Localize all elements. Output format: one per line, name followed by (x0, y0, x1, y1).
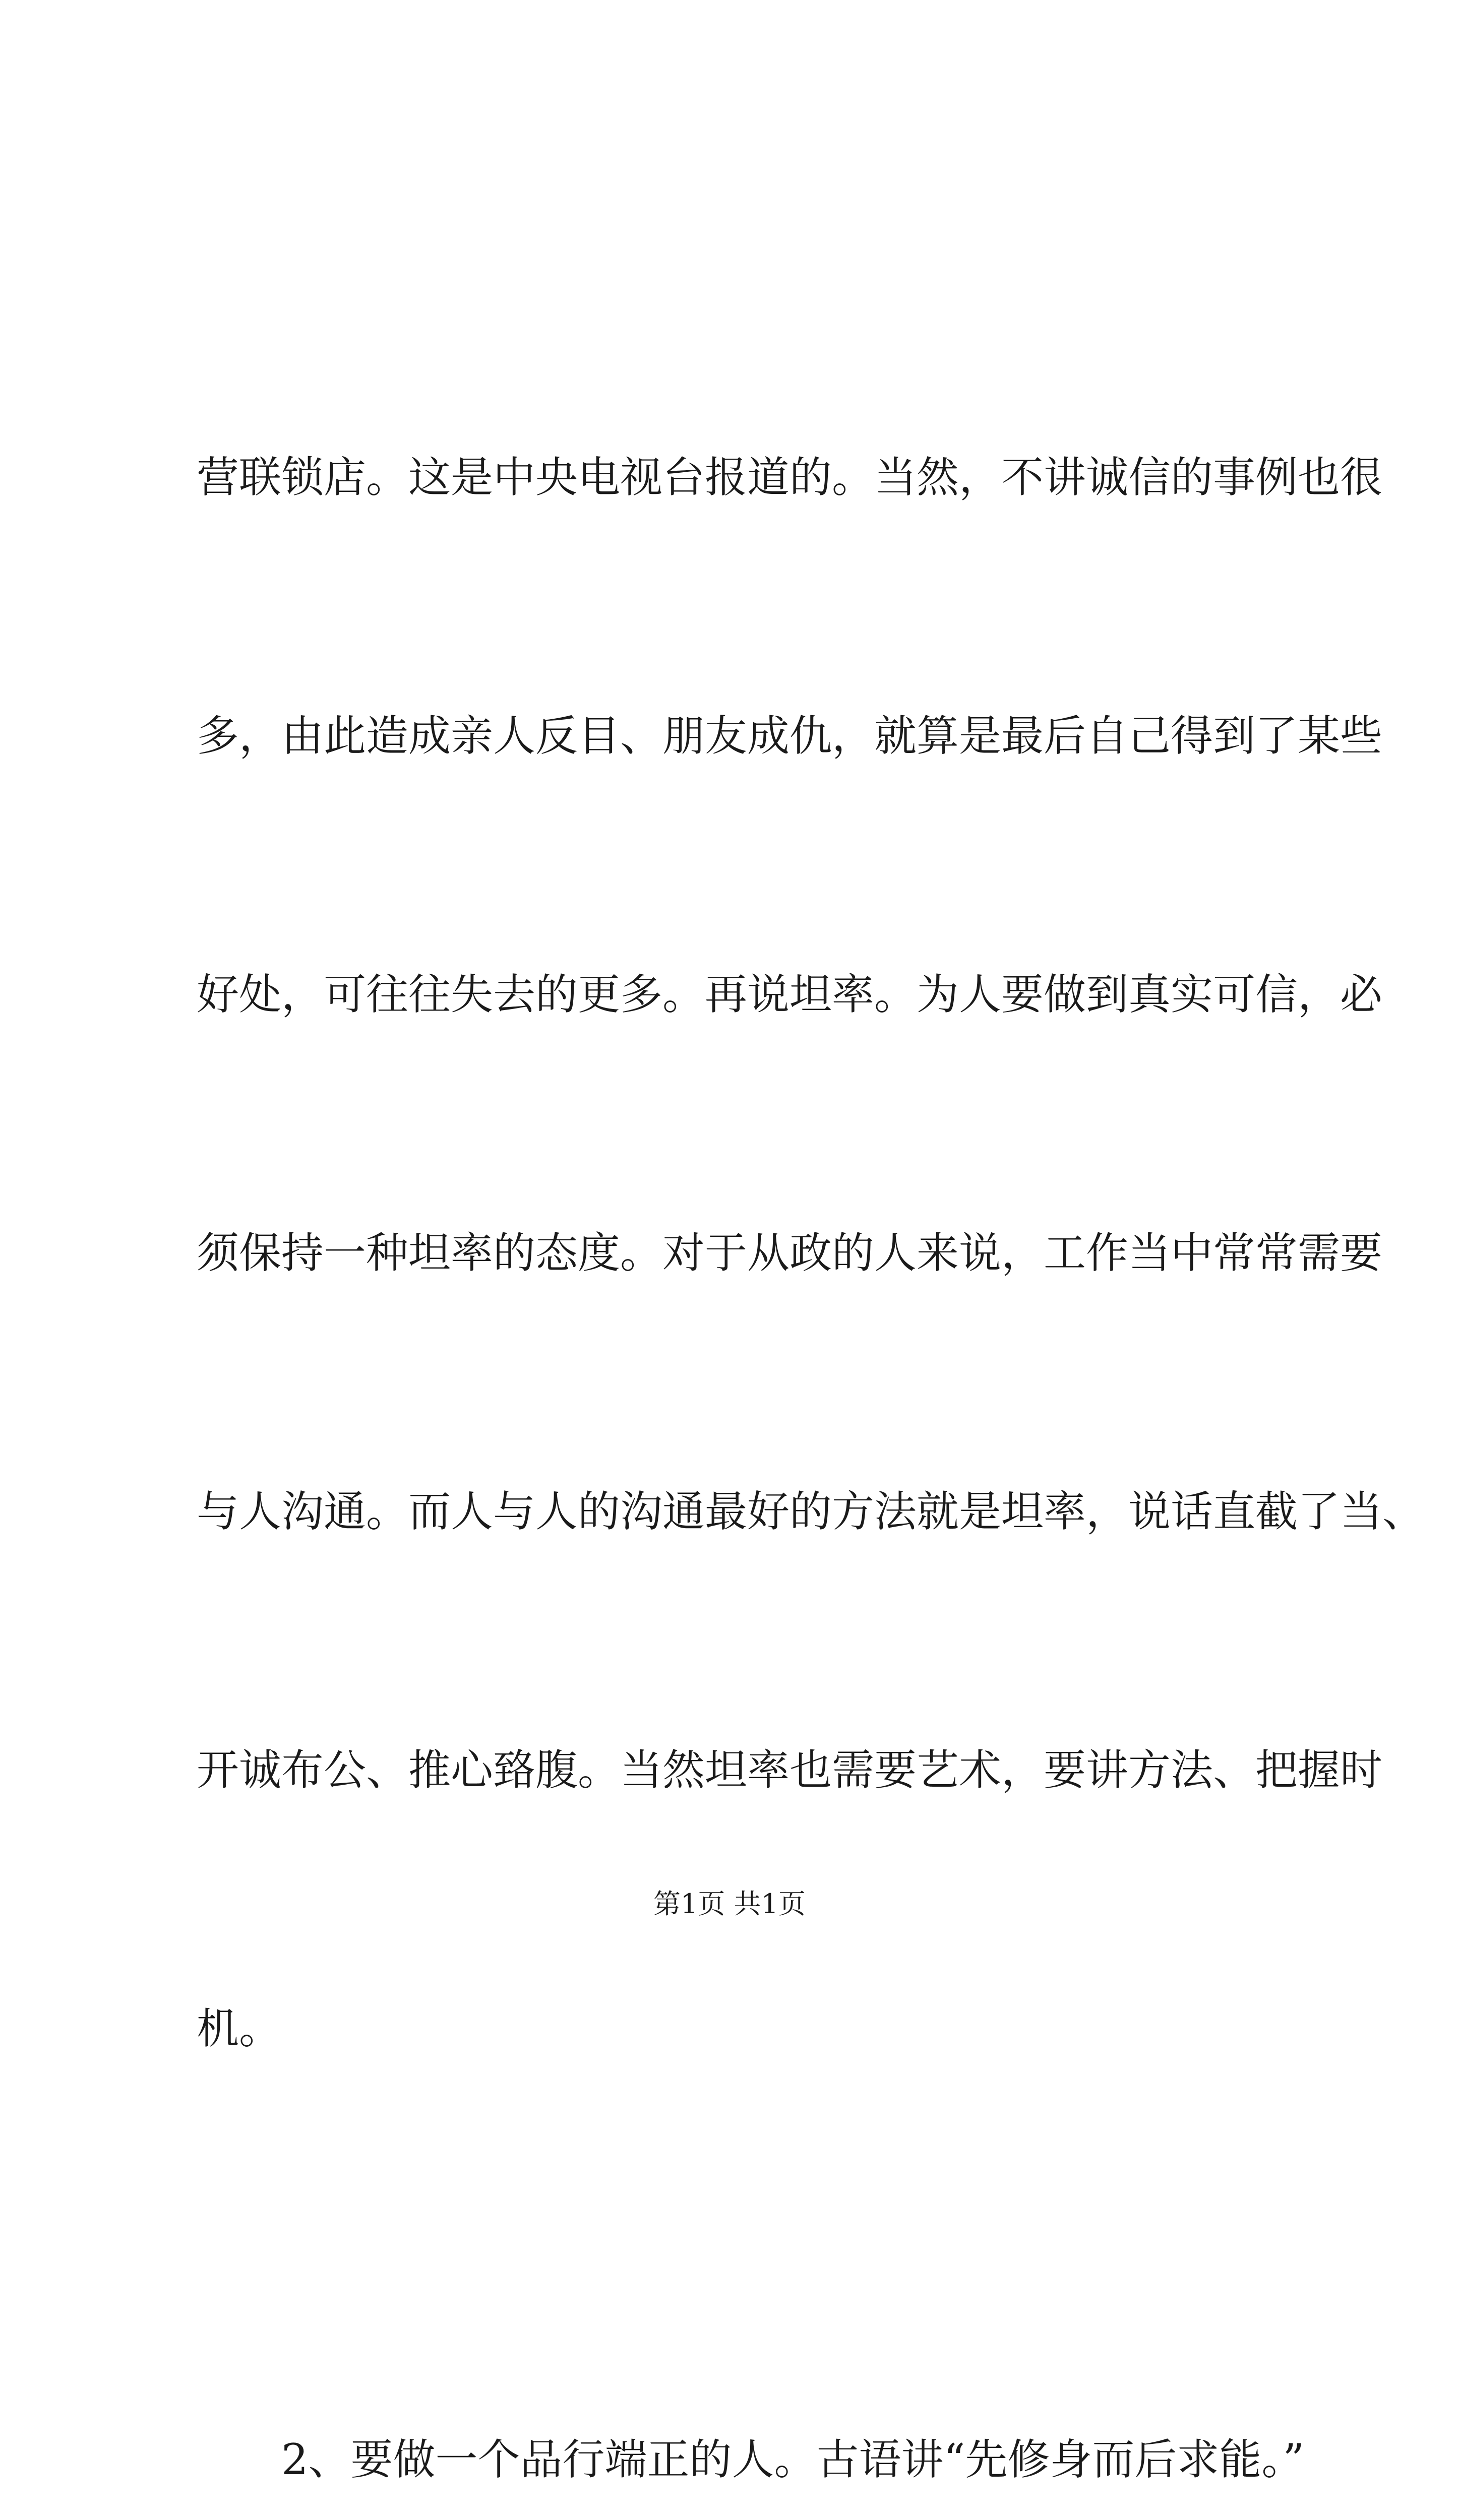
document-body (197, 262, 1425, 2520)
text-line: 好处，可往往失去的更多。再说坦率。为人要做到真实可信，必 (197, 970, 1383, 1019)
paragraph-2 (197, 2244, 1305, 2520)
page-footer (0, 1882, 1459, 1921)
text-line: 营联锁店。这是中央电视台报道的。当然，不讲诚信的事例也很 (197, 453, 1383, 502)
text-line: 机。 (197, 2004, 282, 2053)
page-number-label: 第1页 共1页 (653, 1888, 806, 1920)
text-line: 与人沟通。而人与人的沟通最好的方法就是坦率，说话直截了当、 (197, 1487, 1425, 1536)
text-line: 多，由此造成亲人反目、朋友成仇，就算是最后自己得到了某些 (197, 711, 1383, 761)
text-line: 2、要做一个品行端正的人。古语讲“先修身而后求能。” (281, 2435, 1305, 2484)
paragraph-1 (197, 262, 1425, 2244)
text-line: 开诚布公、推心臵腹。当然坦率也需要艺术，要讲方法、把握时 (197, 1745, 1383, 1795)
text-line: 须保持一种坦率的态度。对于从政的人来说，工作当中常常需要 (197, 1228, 1383, 1278)
